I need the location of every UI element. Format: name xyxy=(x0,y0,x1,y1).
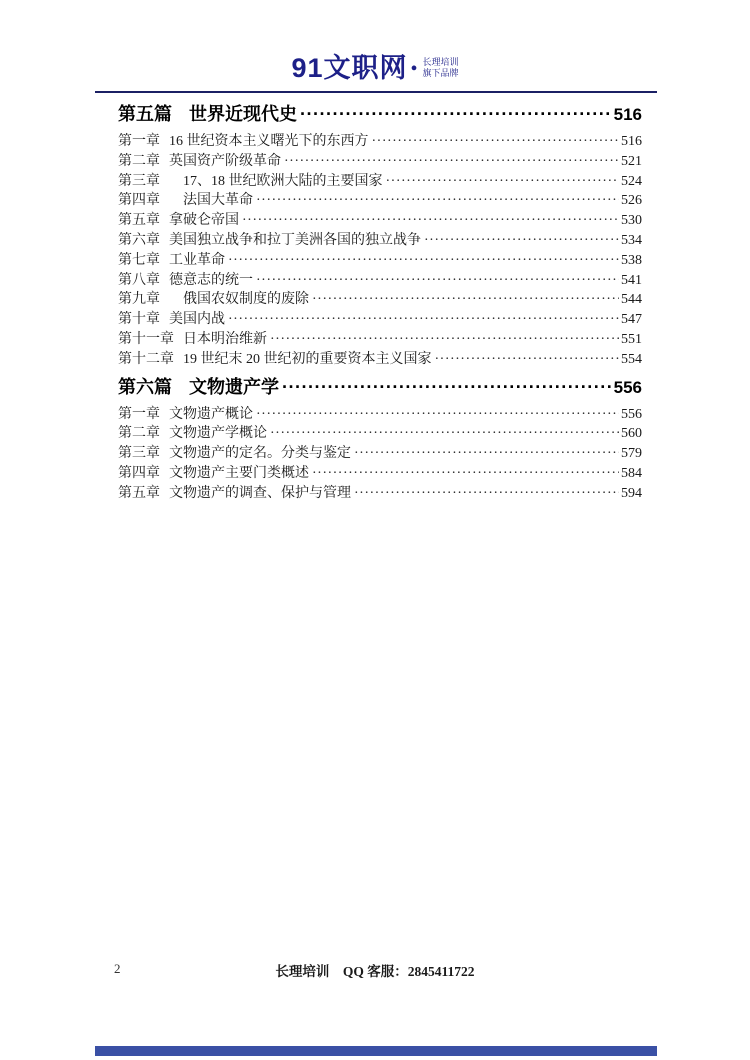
footer-text: 长理培训 QQ 客服：2845411722 xyxy=(275,964,475,979)
chapter-page-number: 516 xyxy=(621,134,642,149)
chapter-label: 第十一章 xyxy=(118,331,174,347)
logo-bullet-icon: • xyxy=(410,57,418,80)
chapter-page-number: 530 xyxy=(621,213,642,229)
chapter-title: 文物遗产的定名。分类与鉴定 xyxy=(169,446,351,462)
toc-entry xyxy=(118,350,642,370)
chapter-label: 第九章 xyxy=(118,292,160,308)
site-header xyxy=(0,46,750,85)
toc-entry xyxy=(118,172,642,192)
toc-entry xyxy=(118,132,642,152)
chapter-label: 第三章 xyxy=(118,173,160,189)
chapter-page-number: 524 xyxy=(621,173,642,189)
chapter-page-number: 554 xyxy=(621,351,642,367)
dot-leader xyxy=(372,132,620,152)
toc-entry xyxy=(118,271,642,291)
toc-entry xyxy=(118,251,642,271)
dot-leader xyxy=(256,405,619,425)
chapter-title: 法国大革命 xyxy=(169,193,253,209)
dot-leader xyxy=(228,310,619,330)
toc-entry xyxy=(118,405,642,425)
chapter-label: 第二章 xyxy=(118,153,160,169)
chapter-label: 第四章 xyxy=(118,193,160,209)
dot-leader xyxy=(284,152,619,172)
toc-entry xyxy=(118,310,642,330)
chapter-label: 第一章 xyxy=(118,406,160,422)
toc-part-entry xyxy=(118,101,642,128)
chapter-page-number: 544 xyxy=(621,292,642,308)
chapter-page-number: 556 xyxy=(621,406,642,422)
bottom-blue-bar xyxy=(95,1046,657,1056)
toc-entry xyxy=(118,330,642,350)
chapter-label: 第八章 xyxy=(118,272,160,288)
chapter-label: 第四章 xyxy=(118,465,160,481)
chapter-title: 16 世纪资本主义曙光下的东西方 xyxy=(169,134,369,149)
part-label: 第六篇 xyxy=(118,376,172,397)
dot-leader xyxy=(312,464,619,484)
tagline-line2: 旗下品牌 xyxy=(422,67,459,78)
chapter-page-number: 538 xyxy=(621,252,642,268)
tagline-line1: 长理培训 xyxy=(422,56,459,67)
header-divider xyxy=(95,91,657,93)
chapter-title: 俄国农奴制度的废除 xyxy=(169,292,309,308)
chapter-label: 第五章 xyxy=(118,485,160,501)
dot-leader xyxy=(270,424,619,444)
chapter-label: 第七章 xyxy=(118,252,160,268)
dot-leader xyxy=(256,271,619,291)
logo-tagline xyxy=(423,57,459,79)
toc-entry xyxy=(118,464,642,484)
chapter-page-number: 521 xyxy=(621,153,642,169)
chapter-title: 文物遗产主要门类概述 xyxy=(169,465,309,481)
chapter-label: 第五章 xyxy=(118,213,160,229)
dot-leader xyxy=(256,191,619,211)
dot-leader xyxy=(228,251,619,271)
footer-page-number: 2 xyxy=(114,961,121,976)
chapter-page-number: 594 xyxy=(621,485,642,501)
toc-entry xyxy=(118,211,642,231)
chapter-title: 文物遗产的调查、保护与管理 xyxy=(169,485,351,501)
toc-entry xyxy=(118,424,642,444)
chapter-title: 文物遗产概论 xyxy=(169,406,253,422)
dot-leader xyxy=(312,290,619,310)
chapter-title: 17、18 世纪欧洲大陆的主要国家 xyxy=(169,173,383,189)
dot-leader xyxy=(300,101,612,127)
chapter-label: 第二章 xyxy=(118,426,160,442)
chapter-label: 第十二章 xyxy=(118,351,174,367)
chapter-page-number: 579 xyxy=(621,446,642,462)
chapter-title: 美国内战 xyxy=(169,312,225,328)
part-title: 世界近现代史 xyxy=(189,104,297,124)
chapter-label: 第六章 xyxy=(118,232,160,248)
toc-entry xyxy=(118,152,642,172)
chapter-page-number: 584 xyxy=(621,465,642,481)
table-of-contents xyxy=(118,101,642,504)
chapter-page-number: 547 xyxy=(621,312,642,328)
chapter-title: 工业革命 xyxy=(169,252,225,268)
chapter-page-number: 541 xyxy=(621,272,642,288)
chapter-page-number: 551 xyxy=(621,331,642,347)
chapter-page-number: 534 xyxy=(621,232,642,248)
dot-leader xyxy=(424,231,619,251)
dot-leader xyxy=(354,444,619,464)
chapter-title: 美国独立战争和拉丁美洲各国的独立战争 xyxy=(169,232,421,248)
chapter-title: 德意志的统一 xyxy=(169,272,253,288)
dot-leader xyxy=(242,211,619,231)
dot-leader xyxy=(282,374,612,400)
toc-entry xyxy=(118,191,642,211)
logo-text: 91文职网 xyxy=(291,53,408,83)
part-label: 第五篇 xyxy=(118,104,172,124)
chapter-title: 拿破仑帝国 xyxy=(169,213,239,229)
chapter-page-number: 560 xyxy=(621,426,642,442)
part-page-number: 556 xyxy=(613,377,642,397)
toc-entry xyxy=(118,444,642,464)
chapter-label: 第三章 xyxy=(118,446,160,462)
toc-entry xyxy=(118,231,642,251)
dot-leader xyxy=(270,330,619,350)
chapter-page-number: 526 xyxy=(621,193,642,209)
chapter-title: 日本明治维新 xyxy=(183,331,267,347)
part-page-number: 516 xyxy=(613,105,642,124)
part-title: 文物遗产学 xyxy=(189,376,279,397)
dot-leader xyxy=(354,484,619,504)
chapter-title: 英国资产阶级革命 xyxy=(169,153,281,169)
toc-entry xyxy=(118,484,642,504)
toc-entry xyxy=(118,290,642,310)
chapter-label: 第一章 xyxy=(118,134,160,149)
dot-leader xyxy=(386,172,620,192)
chapter-title: 19 世纪末 20 世纪初的重要资本主义国家 xyxy=(183,351,432,367)
chapter-label: 第十章 xyxy=(118,312,160,328)
dot-leader xyxy=(435,350,620,370)
chapter-title: 文物遗产学概论 xyxy=(169,426,267,442)
toc-part-entry xyxy=(118,374,642,401)
